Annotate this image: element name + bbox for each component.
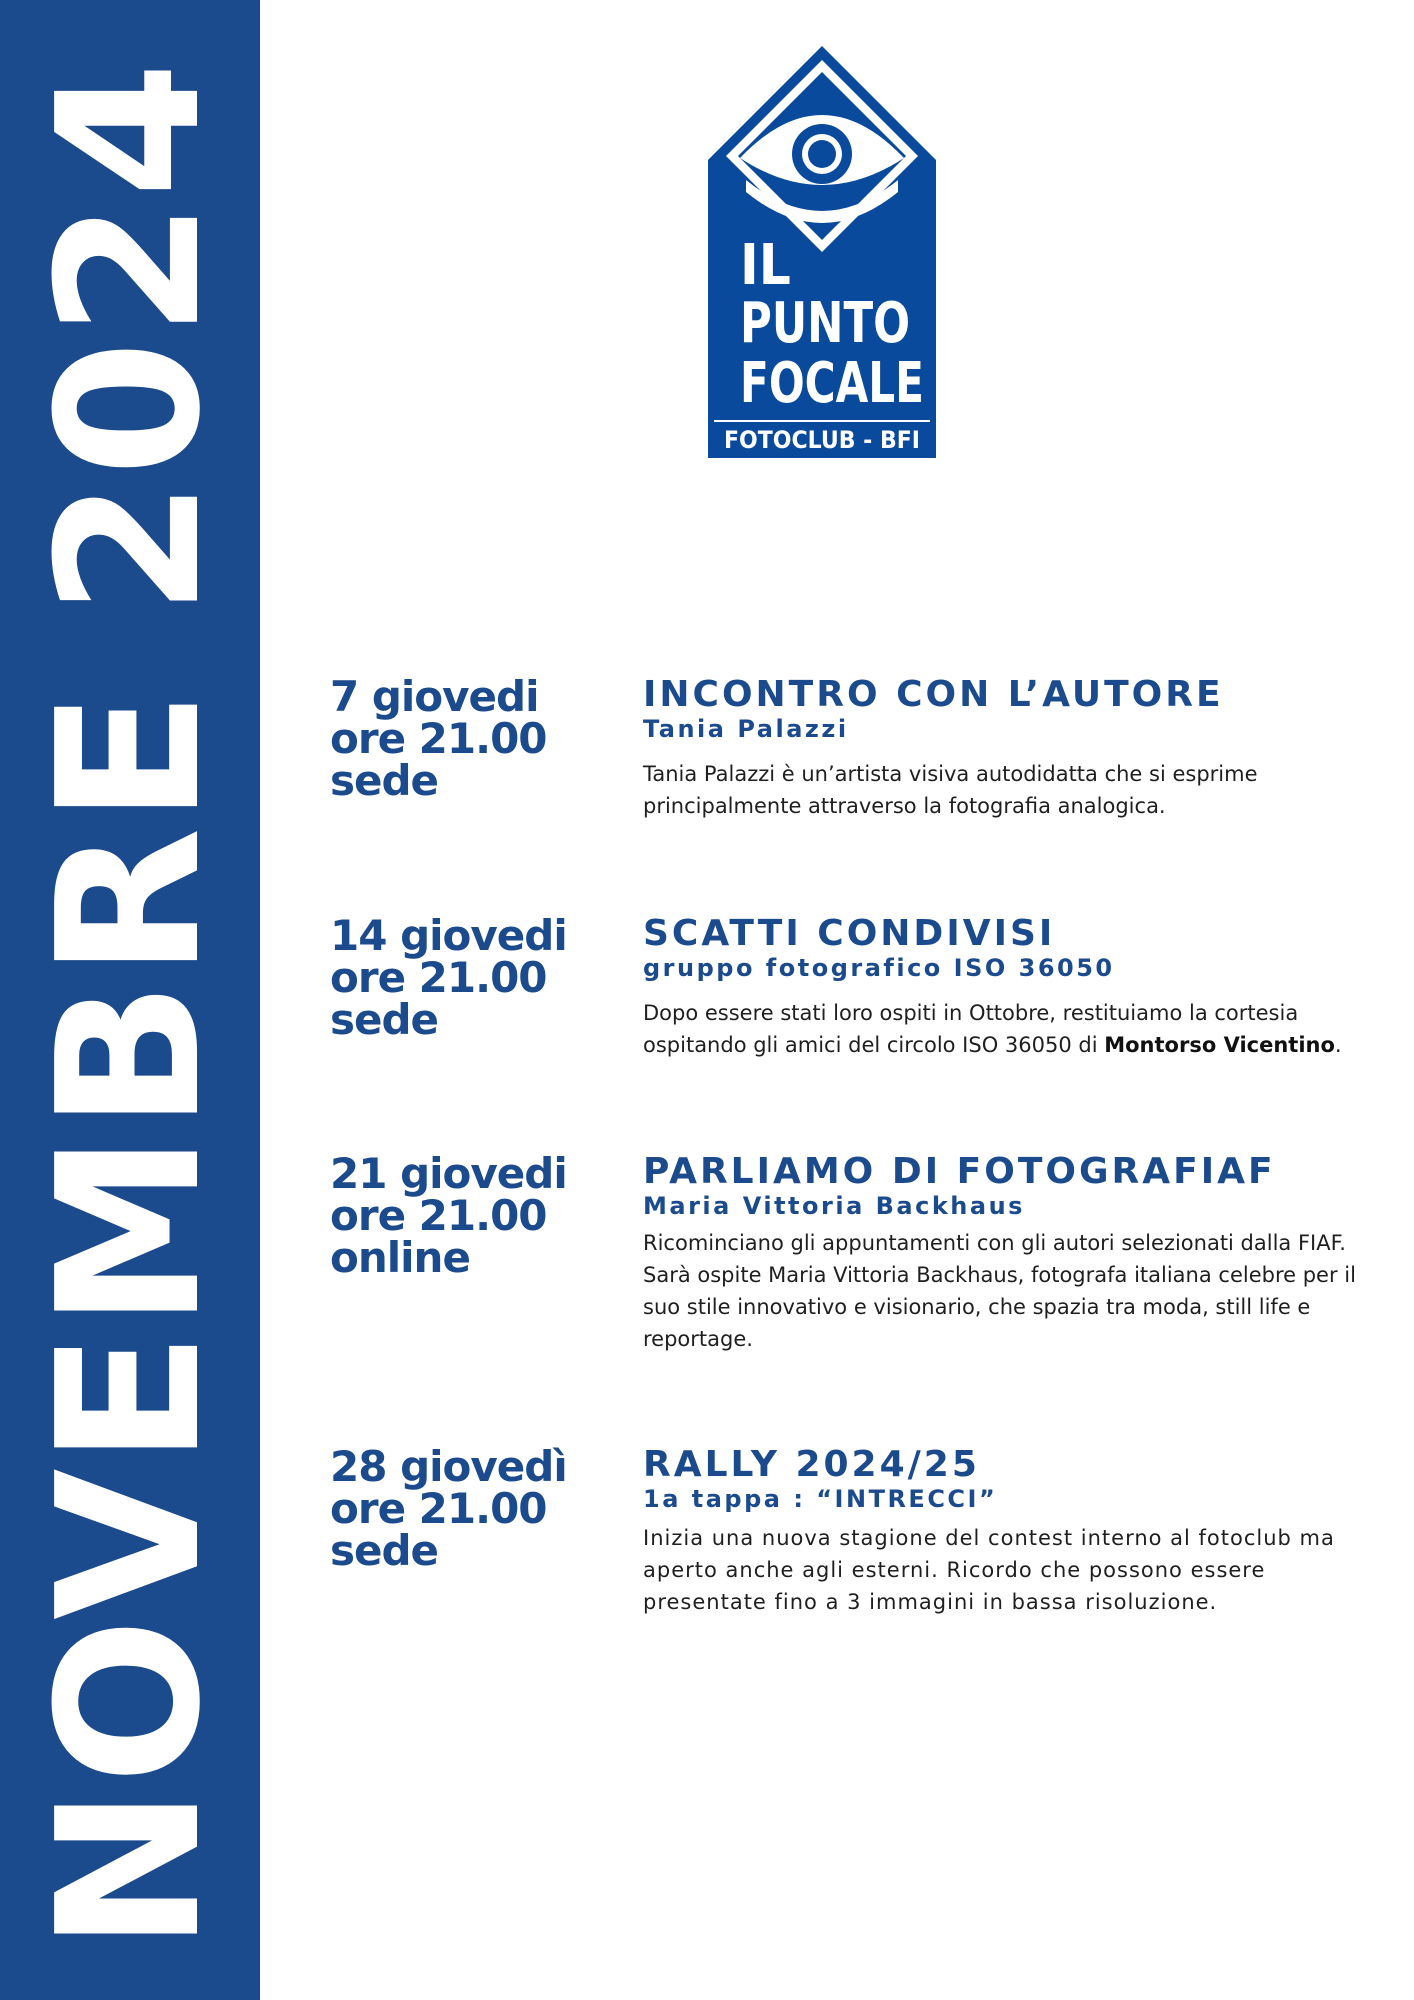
club-logo: [706, 42, 938, 460]
event-info: [643, 1153, 1373, 1355]
event-when: [330, 1442, 610, 1575]
event-title: RALLY 2024/25: [643, 1444, 980, 1485]
month-year-title: NOVEMBRE 2024: [16, 58, 244, 1952]
event-date: 21 giovedi: [330, 1149, 567, 1198]
event-time: ore 21.00: [330, 953, 547, 1002]
event-subtitle: Maria Vittoria Backhaus: [643, 1192, 1025, 1220]
event-place: sede: [330, 756, 439, 805]
event-when: [330, 672, 610, 805]
event-time: ore 21.00: [330, 714, 547, 763]
event-place: sede: [330, 1526, 439, 1575]
event-description-text: Dopo essere stati loro ospiti in Ottobre, restituiamo la cortesia ospitando gli amici del circolo ISO 36050 di: [643, 1001, 1299, 1057]
logo-line-1: IL: [740, 233, 791, 298]
logo-line-3: FOCALE: [740, 351, 924, 416]
event-info: [643, 915, 1373, 1061]
event-subtitle: Tania Palazzi: [643, 715, 849, 743]
event-info: [643, 676, 1373, 822]
logo-line-2: PUNTO: [740, 291, 910, 356]
event-date: 28 giovedì: [330, 1442, 567, 1491]
event-time: ore 21.00: [330, 1191, 547, 1240]
eye-logo-icon: [706, 42, 938, 460]
event-place: online: [330, 1233, 470, 1282]
event-title: PARLIAMO DI FOTOGRAFIAF: [643, 1151, 1276, 1192]
event-description: [643, 997, 1363, 1061]
event-description-bold: Montorso Vicentino: [1104, 1033, 1335, 1057]
event-date: 14 giovedi: [330, 911, 567, 960]
event-time: ore 21.00: [330, 1484, 547, 1533]
event-title: SCATTI CONDIVISI: [643, 913, 1056, 954]
event-when: [330, 1149, 610, 1282]
event-title: INCONTRO CON L’AUTORE: [643, 674, 1224, 715]
event-info: [643, 1446, 1373, 1618]
event-description-end: .: [1334, 1033, 1342, 1057]
logo-band-text: FOTOCLUB - BFI: [724, 426, 920, 454]
event-subtitle: gruppo fotografico ISO 36050: [643, 954, 1115, 982]
event-date: 7 giovedi: [330, 672, 539, 721]
event-description: Tania Palazzi è un’artista visiva autodidatta che si esprime principalmente attraverso la fotografia analogica.: [643, 762, 1258, 818]
event-when: [330, 911, 610, 1044]
sidebar: [0, 0, 260, 2000]
event-place: sede: [330, 995, 439, 1044]
event-description: Ricominciano gli appuntamenti con gli autori selezionati dalla FIAF. Sarà ospite Maria Vittoria Backhaus, fotografa italiana celebre per il suo stile innovativo e visionario, che spazia tra moda, still life e reportage.: [643, 1231, 1356, 1351]
event-description: Inizia una nuova stagione del contest interno al fotoclub ma aperto anche agli esterni. Ricordo che possono essere presentate fino a 3 immagini in bassa risoluzione.: [643, 1526, 1335, 1614]
event-subtitle: 1a tappa : “INTRECCI”: [643, 1485, 998, 1513]
